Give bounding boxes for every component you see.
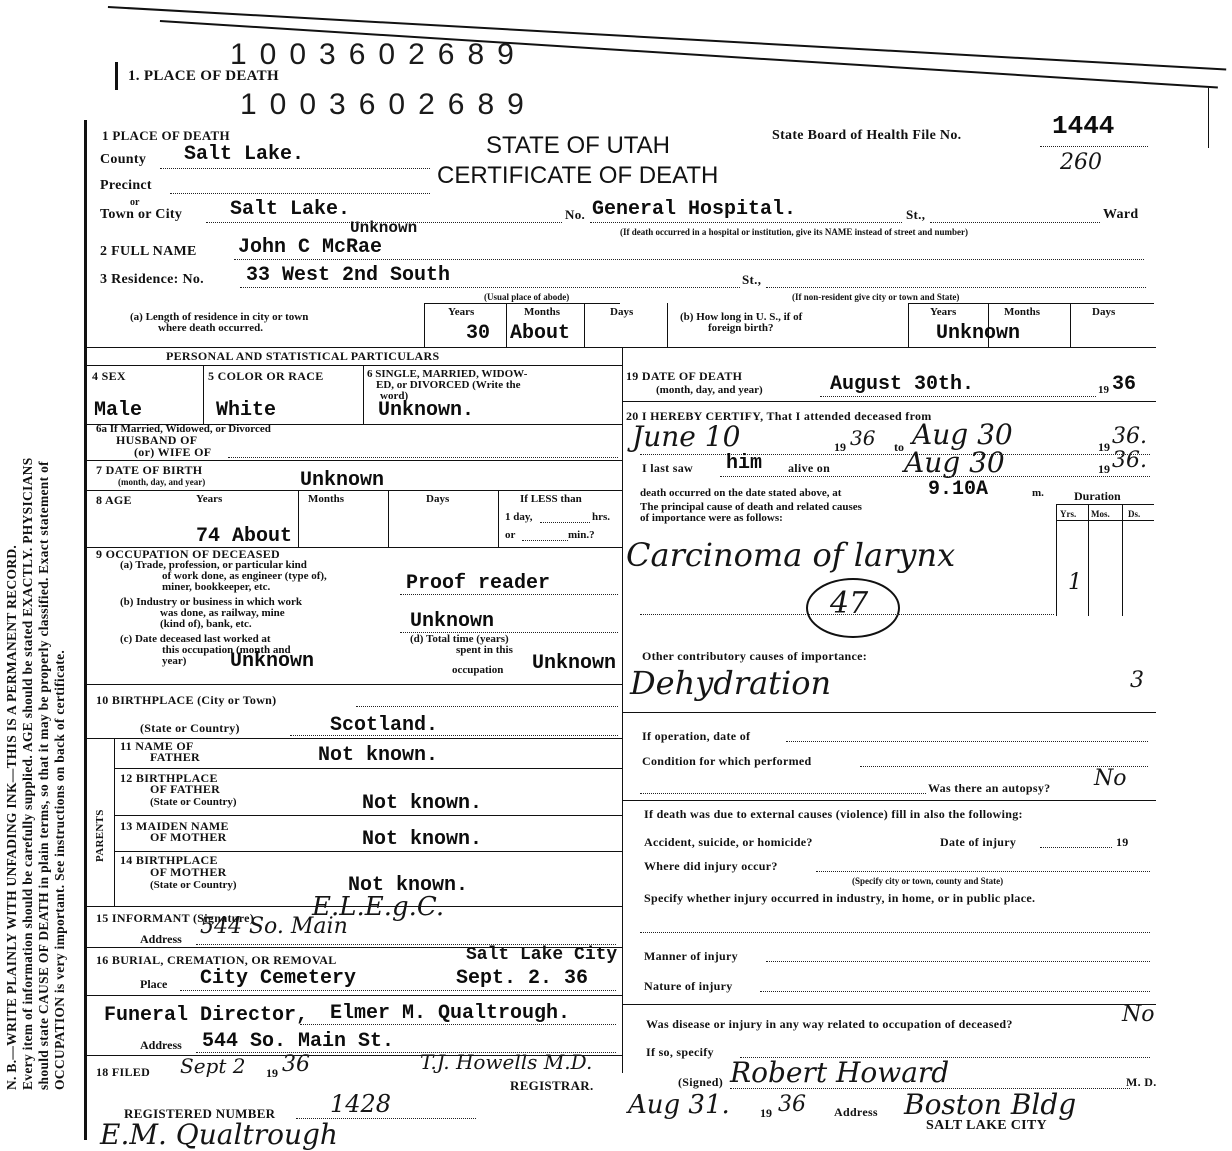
- dod-label-b: (month, day, and year): [656, 384, 763, 396]
- principal-b: of importance were as follows:: [640, 512, 783, 524]
- informant-address: 544 So. Main: [200, 914, 348, 939]
- occurred-label: death occurred on the date stated above, at: [640, 487, 842, 499]
- funeral-director: Elmer M. Qualtrough.: [330, 1002, 571, 1025]
- autopsy-label: Was there an autopsy?: [928, 781, 1051, 795]
- occ-a3: miner, bookkeeper, etc.: [162, 581, 271, 593]
- place-of-death-label: 1 PLACE OF DEATH: [102, 128, 230, 143]
- manner-label: Manner of injury: [644, 949, 738, 963]
- us-label-b: foreign birth?: [708, 322, 774, 334]
- injury-date-label: Date of injury: [940, 835, 1017, 849]
- marital-label-b: ED, or DIVORCED (Write the: [376, 379, 521, 391]
- funeral-label: Funeral Director,: [104, 1004, 309, 1027]
- specify-label: Specify whether injury occurred in industry, in home, or in public place.: [644, 891, 1036, 905]
- parents-side-label: PARENTS: [94, 809, 106, 862]
- precinct-label: Precinct: [100, 178, 152, 193]
- duration-label: Duration: [1074, 489, 1121, 503]
- residence-st-label: St.,: [742, 272, 762, 287]
- occ-related-label: Was disease or injury in any way related to occupation of deceased?: [646, 1017, 1013, 1031]
- from-year-prefix: 19: [834, 440, 846, 454]
- informant-address-label: Address: [140, 932, 182, 946]
- m-label: m.: [1032, 487, 1044, 499]
- age-years-label: Years: [196, 493, 223, 505]
- residence-label: 3 Residence: No.: [100, 272, 204, 287]
- side-note-line3: should state CAUSE OF DEATH in plain terms, so that it may be properly classified. Exact statement of: [36, 461, 51, 1090]
- us-years: Unknown: [936, 322, 1021, 345]
- total-time-value: Unknown: [532, 652, 617, 675]
- occ-d2: spent in this: [456, 644, 513, 656]
- ds-label: Ds.: [1128, 509, 1141, 519]
- dod-year: 36: [1112, 373, 1137, 396]
- serial-top: 1003602689: [230, 38, 527, 71]
- occ-c3: year): [162, 655, 187, 667]
- filed-year: 36: [282, 1052, 310, 1077]
- father-bp-label-a: 12 BIRTHPLACE: [120, 771, 218, 785]
- back-sheet-label: 1. PLACE OF DEATH: [128, 68, 279, 84]
- marital-value: Unknown.: [378, 399, 475, 422]
- age-months-label: Months: [308, 493, 345, 505]
- md-label: M. D.: [1126, 1075, 1157, 1089]
- contributory-value: Dehydration: [630, 664, 832, 702]
- length-years-label: Years: [448, 306, 475, 318]
- yrs-label: Yrs.: [1060, 509, 1077, 519]
- alive-on-date: Aug 30: [904, 446, 1005, 479]
- age-value: 74 About: [196, 525, 293, 548]
- father-bp-value: Not known.: [362, 792, 483, 815]
- contributory-duration: 3: [1130, 668, 1144, 693]
- alive-on-label: alive on: [788, 461, 831, 475]
- informant-label: 15 INFORMANT (Signature): [96, 911, 255, 925]
- filed-label: 18 FILED: [96, 1065, 151, 1079]
- occ-a2: of work done, as engineer (type of),: [162, 570, 327, 582]
- cause-value: Carcinoma of larynx: [626, 536, 956, 574]
- operation-label: If operation, date of: [642, 729, 751, 743]
- certify-label: 20 I HEREBY CERTIFY, That I attended deceased from: [626, 409, 932, 423]
- external-label: If death was due to external causes (violence) fill in also the following:: [644, 807, 1023, 821]
- age-less-d: or: [505, 529, 516, 541]
- principal-a: The principal cause of death and related causes: [640, 501, 862, 513]
- side-note: [4, 130, 68, 1090]
- burial-place: City Cemetery: [200, 967, 357, 990]
- father-label-a: 11 NAME OF: [120, 739, 194, 753]
- us-years-label: Years: [930, 306, 957, 318]
- if-so-label: If so, specify: [646, 1045, 714, 1059]
- length-years: 30: [466, 322, 491, 345]
- length-label-a: (a) Length of residence in city or town: [130, 311, 309, 323]
- nature-label: Nature of injury: [644, 979, 733, 993]
- length-days-label: Days: [610, 306, 634, 318]
- funeral-address: 544 So. Main St.: [202, 1030, 395, 1053]
- file-no-label: State Board of Health File No.: [772, 128, 962, 143]
- burial-place-label: Place: [140, 977, 168, 991]
- sex-label: 4 SEX: [92, 369, 126, 383]
- father-value: Not known.: [318, 744, 439, 767]
- signed-year-prefix: 19: [760, 1106, 772, 1120]
- occ-b2: was done, as railway, mine: [160, 607, 285, 619]
- autopsy-value: No: [1094, 766, 1127, 791]
- spouse-label-b: HUSBAND OF: [116, 433, 198, 447]
- signed-label: (Signed): [678, 1075, 724, 1089]
- length-label-b: where death occurred.: [158, 322, 263, 334]
- dod-year-prefix: 19: [1098, 384, 1109, 396]
- reg-number-label: REGISTERED NUMBER: [124, 1106, 276, 1121]
- occ-c1: (c) Date deceased last worked at: [120, 633, 271, 645]
- county-value: Salt Lake.: [184, 143, 305, 166]
- file-no-value: 1444: [1052, 111, 1115, 141]
- dob-sub: (month, day, and year): [118, 477, 206, 487]
- from-date: June 10: [632, 420, 741, 453]
- informant-signature: E.L.E.g.C.: [312, 892, 445, 922]
- sex-value: Male: [94, 399, 143, 422]
- occ-c2: this occupation (month and: [162, 644, 291, 656]
- signed-year: 36: [778, 1092, 806, 1117]
- father-label-b: FATHER: [150, 750, 201, 764]
- last-worked-value: Unknown: [230, 650, 315, 673]
- dob-label: 7 DATE OF BIRTH: [96, 463, 203, 477]
- alive-year-prefix: 19: [1098, 462, 1110, 476]
- no-label: No.: [565, 207, 586, 222]
- frame-left: [84, 120, 87, 1140]
- mos-label: Mos.: [1091, 509, 1110, 519]
- race-label: 5 COLOR OR RACE: [208, 369, 324, 383]
- birthplace-state-label: (State or Country): [140, 721, 240, 735]
- doctor-address: Boston Bldg: [904, 1088, 1077, 1121]
- occ-b1: (b) Industry or business in which work: [120, 596, 302, 608]
- city-stamp: SALT LAKE CITY: [926, 1118, 1047, 1133]
- occ-a1: (a) Trade, profession, or particular kind: [120, 559, 307, 571]
- hospital-value: General Hospital.: [592, 198, 797, 221]
- cause-duration-mos: 1: [1068, 570, 1082, 595]
- occ-d3: occupation: [452, 664, 504, 676]
- to-year: 36.: [1112, 424, 1147, 449]
- side-note-line2: Every item of information should be carefully supplied. AGE should be stated EXACTLY. PHYSICIANS: [20, 457, 35, 1090]
- burial-location: Salt Lake City: [466, 945, 618, 965]
- birthplace-value: Scotland.: [330, 714, 439, 737]
- dod-label-a: 19 DATE OF DEATH: [626, 369, 743, 383]
- st-label: St.,: [906, 207, 926, 222]
- mother-value: Not known.: [362, 828, 483, 851]
- reg-number-value: 1428: [330, 1090, 392, 1118]
- mother-bp-label-c: (State or Country): [150, 879, 237, 891]
- where-note: (Specify city or town, county and State): [852, 876, 1004, 886]
- to-label: to: [894, 440, 904, 454]
- age-less-e: min.?: [568, 529, 595, 541]
- from-year: 36: [850, 426, 876, 450]
- us-months-label: Months: [1004, 306, 1041, 318]
- mother-bp-value: Not known.: [348, 874, 469, 897]
- reg-no-value: 260: [1060, 150, 1102, 175]
- occ-related-value: No: [1122, 1002, 1155, 1027]
- county-label: County: [100, 152, 147, 167]
- condition-label: Condition for which performed: [642, 754, 812, 768]
- filed-year-prefix: 19: [266, 1066, 278, 1080]
- length-months-label: Months: [524, 306, 561, 318]
- to-date: Aug 30: [912, 418, 1013, 451]
- serial-main: 1003602689: [240, 88, 537, 121]
- death-time: 9.10A: [928, 478, 989, 501]
- length-months: About: [510, 322, 571, 345]
- column-divider: [622, 348, 623, 1073]
- where-label: Where did injury occur?: [644, 859, 778, 873]
- contributory-label: Other contributory causes of importance:: [642, 649, 868, 663]
- hospital-note: (If death occurred in a hospital or institution, give its NAME instead of street and number): [620, 227, 969, 237]
- father-bp-label-b: OF FATHER: [150, 782, 221, 796]
- full-name-label: 2 FULL NAME: [100, 244, 197, 259]
- age-less-a: If LESS than: [520, 493, 582, 505]
- mother-bp-label-b: OF MOTHER: [150, 865, 227, 879]
- bottom-signature: E.M. Qualtrough: [100, 1118, 338, 1151]
- burial-date: Sept. 2. 36: [456, 967, 589, 990]
- accident-label: Accident, suicide, or homicide?: [644, 835, 813, 849]
- personal-section-title: PERSONAL AND STATISTICAL PARTICULARS: [166, 349, 440, 363]
- us-days-label: Days: [1092, 306, 1116, 318]
- age-less-b: 1 day,: [505, 511, 533, 523]
- spouse-label-c: (or) WIFE OF: [134, 445, 212, 459]
- full-name-value: John C McRae: [238, 236, 383, 259]
- occ-b3: (kind of), bank, etc.: [160, 618, 252, 630]
- injury-year-prefix: 19: [1116, 835, 1129, 849]
- usual-note: (Usual place of abode): [484, 292, 570, 302]
- spouse-label-a: 6a If Married, Widowed, or Divorced: [96, 423, 271, 435]
- residence-value: 33 West 2nd South: [246, 264, 451, 287]
- mother-label-a: 13 MAIDEN NAME: [120, 819, 229, 833]
- signed-value: Robert Howard: [730, 1056, 950, 1089]
- us-label-a: (b) How long in U. S., if of: [680, 311, 803, 323]
- industry-value: Unknown: [410, 610, 495, 633]
- last-saw-label: I last saw: [642, 461, 694, 475]
- nonres-note: (If non-resident give city or town and State): [792, 292, 960, 302]
- age-label: 8 AGE: [96, 493, 132, 507]
- dod-value: August 30th.: [830, 373, 975, 396]
- cause-code: 47: [830, 586, 869, 621]
- filed-date: Sept 2: [180, 1054, 246, 1078]
- to-year-prefix: 19: [1098, 440, 1110, 454]
- occ-d1: (d) Total time (years): [410, 633, 509, 645]
- age-less-c: hrs.: [592, 511, 611, 523]
- registrar-label: REGISTRAR.: [510, 1078, 594, 1093]
- burial-label: 16 BURIAL, CREMATION, OR REMOVAL: [96, 953, 337, 967]
- town-label: Town or City: [100, 207, 183, 222]
- dob-value: Unknown: [300, 469, 385, 492]
- side-note-line1: N. B.—WRITE PLAINLY WITH UNFADING INK—THIS IS A PERMANENT RECORD.: [4, 544, 19, 1090]
- birthplace-label: 10 BIRTHPLACE (City or Town): [96, 693, 277, 707]
- age-days-label: Days: [426, 493, 450, 505]
- funeral-address-label: Address: [140, 1038, 182, 1052]
- father-bp-label-c: (State or Country): [150, 796, 237, 808]
- ward-label: Ward: [1103, 207, 1139, 222]
- marital-label-a: 6 SINGLE, MARRIED, WIDOW-: [367, 368, 528, 380]
- title-certificate: CERTIFICATE OF DEATH: [437, 162, 719, 189]
- occupation-label: 9 OCCUPATION OF DECEASED: [96, 547, 280, 561]
- title-state: STATE OF UTAH: [486, 132, 670, 159]
- last-saw-who: him: [726, 452, 763, 475]
- alive-year: 36.: [1112, 448, 1147, 473]
- mother-label-b: OF MOTHER: [150, 830, 227, 844]
- town-value: Salt Lake.: [230, 198, 351, 221]
- town-unknown: Unknown: [350, 219, 418, 237]
- or-label: or: [130, 197, 140, 208]
- registrar-signature: T.J. Howells M.D.: [420, 1050, 593, 1074]
- signed-date: Aug 31.: [628, 1090, 730, 1120]
- mother-bp-label-a: 14 BIRTHPLACE: [120, 853, 218, 867]
- race-value: White: [216, 399, 277, 422]
- side-note-line4: OCCUPATION is very important. See instructions on back of certificate.: [52, 649, 67, 1090]
- doctor-address-label: Address: [834, 1105, 878, 1119]
- marital-label-c: word): [380, 390, 409, 402]
- occupation-value: Proof reader: [406, 572, 551, 595]
